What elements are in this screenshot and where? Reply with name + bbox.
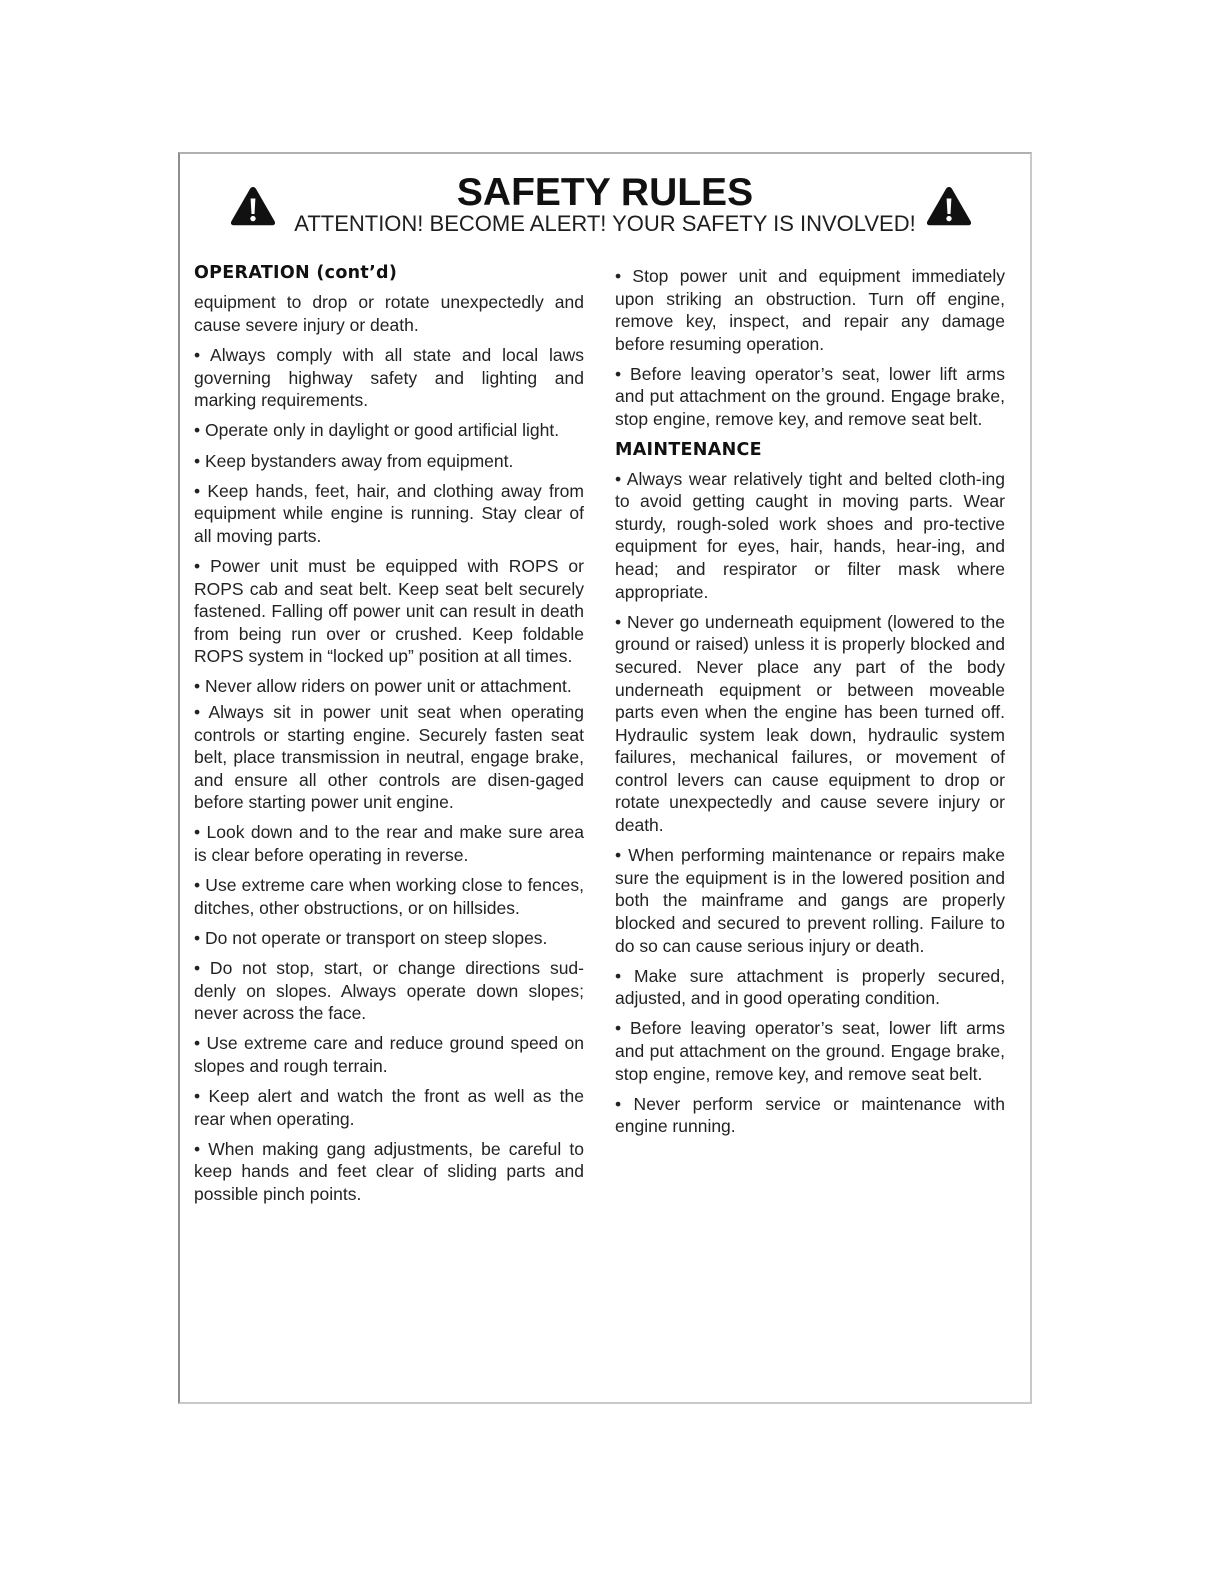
rule-paragraph: • Power unit must be equipped with ROPS or ROPS cab and seat belt. Keep seat belt securely fastened. Falling off power unit can result in death from being run over or crushed. Keep foldable ROPS system in “locked up” position at all times. bbox=[194, 555, 584, 667]
rule-paragraph: • Always wear relatively tight and belted cloth-ing to avoid getting caught in moving parts. Wear sturdy, rough-soled work shoes and pro-tective equipment for eyes, hair, hands, hear-ing, and head; and respirator or filter mask where appropriate. bbox=[615, 468, 1005, 602]
rule-paragraph: • Never allow riders on power unit or attachment. bbox=[194, 676, 572, 697]
rule-paragraph: • Never perform service or maintenance with engine running. bbox=[615, 1093, 1005, 1137]
rule-paragraph: • Before leaving operator’s seat, lower lift arms and put attachment on the ground. Engage brake, stop engine, remove key, and remove seat belt. bbox=[615, 1018, 1005, 1084]
rule-paragraph: equipment to drop or rotate unexpectedly and cause severe injury or death. bbox=[194, 292, 584, 335]
rule-paragraph: • Always sit in power unit seat when operating controls or starting engine. Securely fasten seat belt, place transmission in neutral, engage brake, and ensure all other controls are disen-gaged before starting power unit engine. bbox=[194, 702, 584, 813]
rule-paragraph: • Before leaving operator’s seat, lower lift arms and put attachment on the ground. Engage brake, stop engine, remove key, and remove seat belt. bbox=[615, 363, 1005, 430]
rule-paragraph: • When making gang adjustments, be careful to keep hands and feet clear of sliding parts and possible pinch points. bbox=[194, 1138, 584, 1204]
rule-paragraph: • Keep alert and watch the front as well as the rear when operating. bbox=[194, 1085, 584, 1129]
page-frame bbox=[178, 152, 1032, 1404]
rule-paragraph: • Operate only in daylight or good artificial light. bbox=[194, 420, 560, 441]
section-heading-operation: OPERATION (cont’d) bbox=[194, 263, 398, 283]
rule-paragraph: • Look down and to the rear and make sure area is clear before operating in reverse. bbox=[194, 822, 584, 866]
page-title: SAFETY RULES bbox=[456, 171, 754, 214]
rule-paragraph: • When performing maintenance or repairs make sure the equipment is in the lowered position and both the mainframe and gangs are properly blocked and secured to prevent rolling. Failure to do so can cause serious injury or death. bbox=[615, 845, 1005, 956]
rule-paragraph: • Keep hands, feet, hair, and clothing away from equipment while engine is running. Stay clear of all moving parts. bbox=[194, 480, 584, 546]
rule-paragraph: • Never go underneath equipment (lowered to the ground or raised) unless it is properly blocked and secured. Never place any part of the body underneath equipment or between moveable parts even when the engine has been turned off. Hydraulic system leak down, hydraulic system failures, mechanical failures, or movement of control levers can cause equipment to drop or rotate unexpectedly and cause severe injury or death. bbox=[615, 611, 1005, 836]
rule-paragraph: • Do not operate or transport on steep slopes. bbox=[194, 927, 548, 948]
rule-paragraph: • Use extreme care and reduce ground speed on slopes and rough terrain. bbox=[194, 1033, 584, 1076]
rule-paragraph: • Keep bystanders away from equipment. bbox=[194, 450, 514, 471]
right-column bbox=[615, 265, 1005, 1145]
warning-triangle-icon bbox=[230, 186, 276, 226]
left-column bbox=[194, 262, 584, 1213]
header bbox=[180, 172, 1030, 242]
section-heading-maintenance: MAINTENANCE bbox=[615, 439, 762, 460]
rule-paragraph: • Do not stop, start, or change directions sud-denly on slopes. Always operate down slopes; never across the face. bbox=[194, 957, 584, 1024]
rule-paragraph: • Make sure attachment is properly secured, adjusted, and in good operating condition. bbox=[615, 965, 1005, 1009]
rule-paragraph: • Always comply with all state and local laws governing highway safety and lighting and marking requirements. bbox=[194, 345, 584, 411]
page-subtitle: ATTENTION! BECOME ALERT! YOUR SAFETY IS INVOLVED! bbox=[294, 211, 916, 236]
rule-paragraph: • Use extreme care when working close to fences, ditches, other obstructions, or on hillsides. bbox=[194, 875, 584, 918]
rule-paragraph: • Stop power unit and equipment immediately upon striking an obstruction. Turn off engine, remove key, inspect, and repair any damage before resuming operation. bbox=[615, 266, 1005, 354]
warning-triangle-icon bbox=[926, 186, 972, 226]
